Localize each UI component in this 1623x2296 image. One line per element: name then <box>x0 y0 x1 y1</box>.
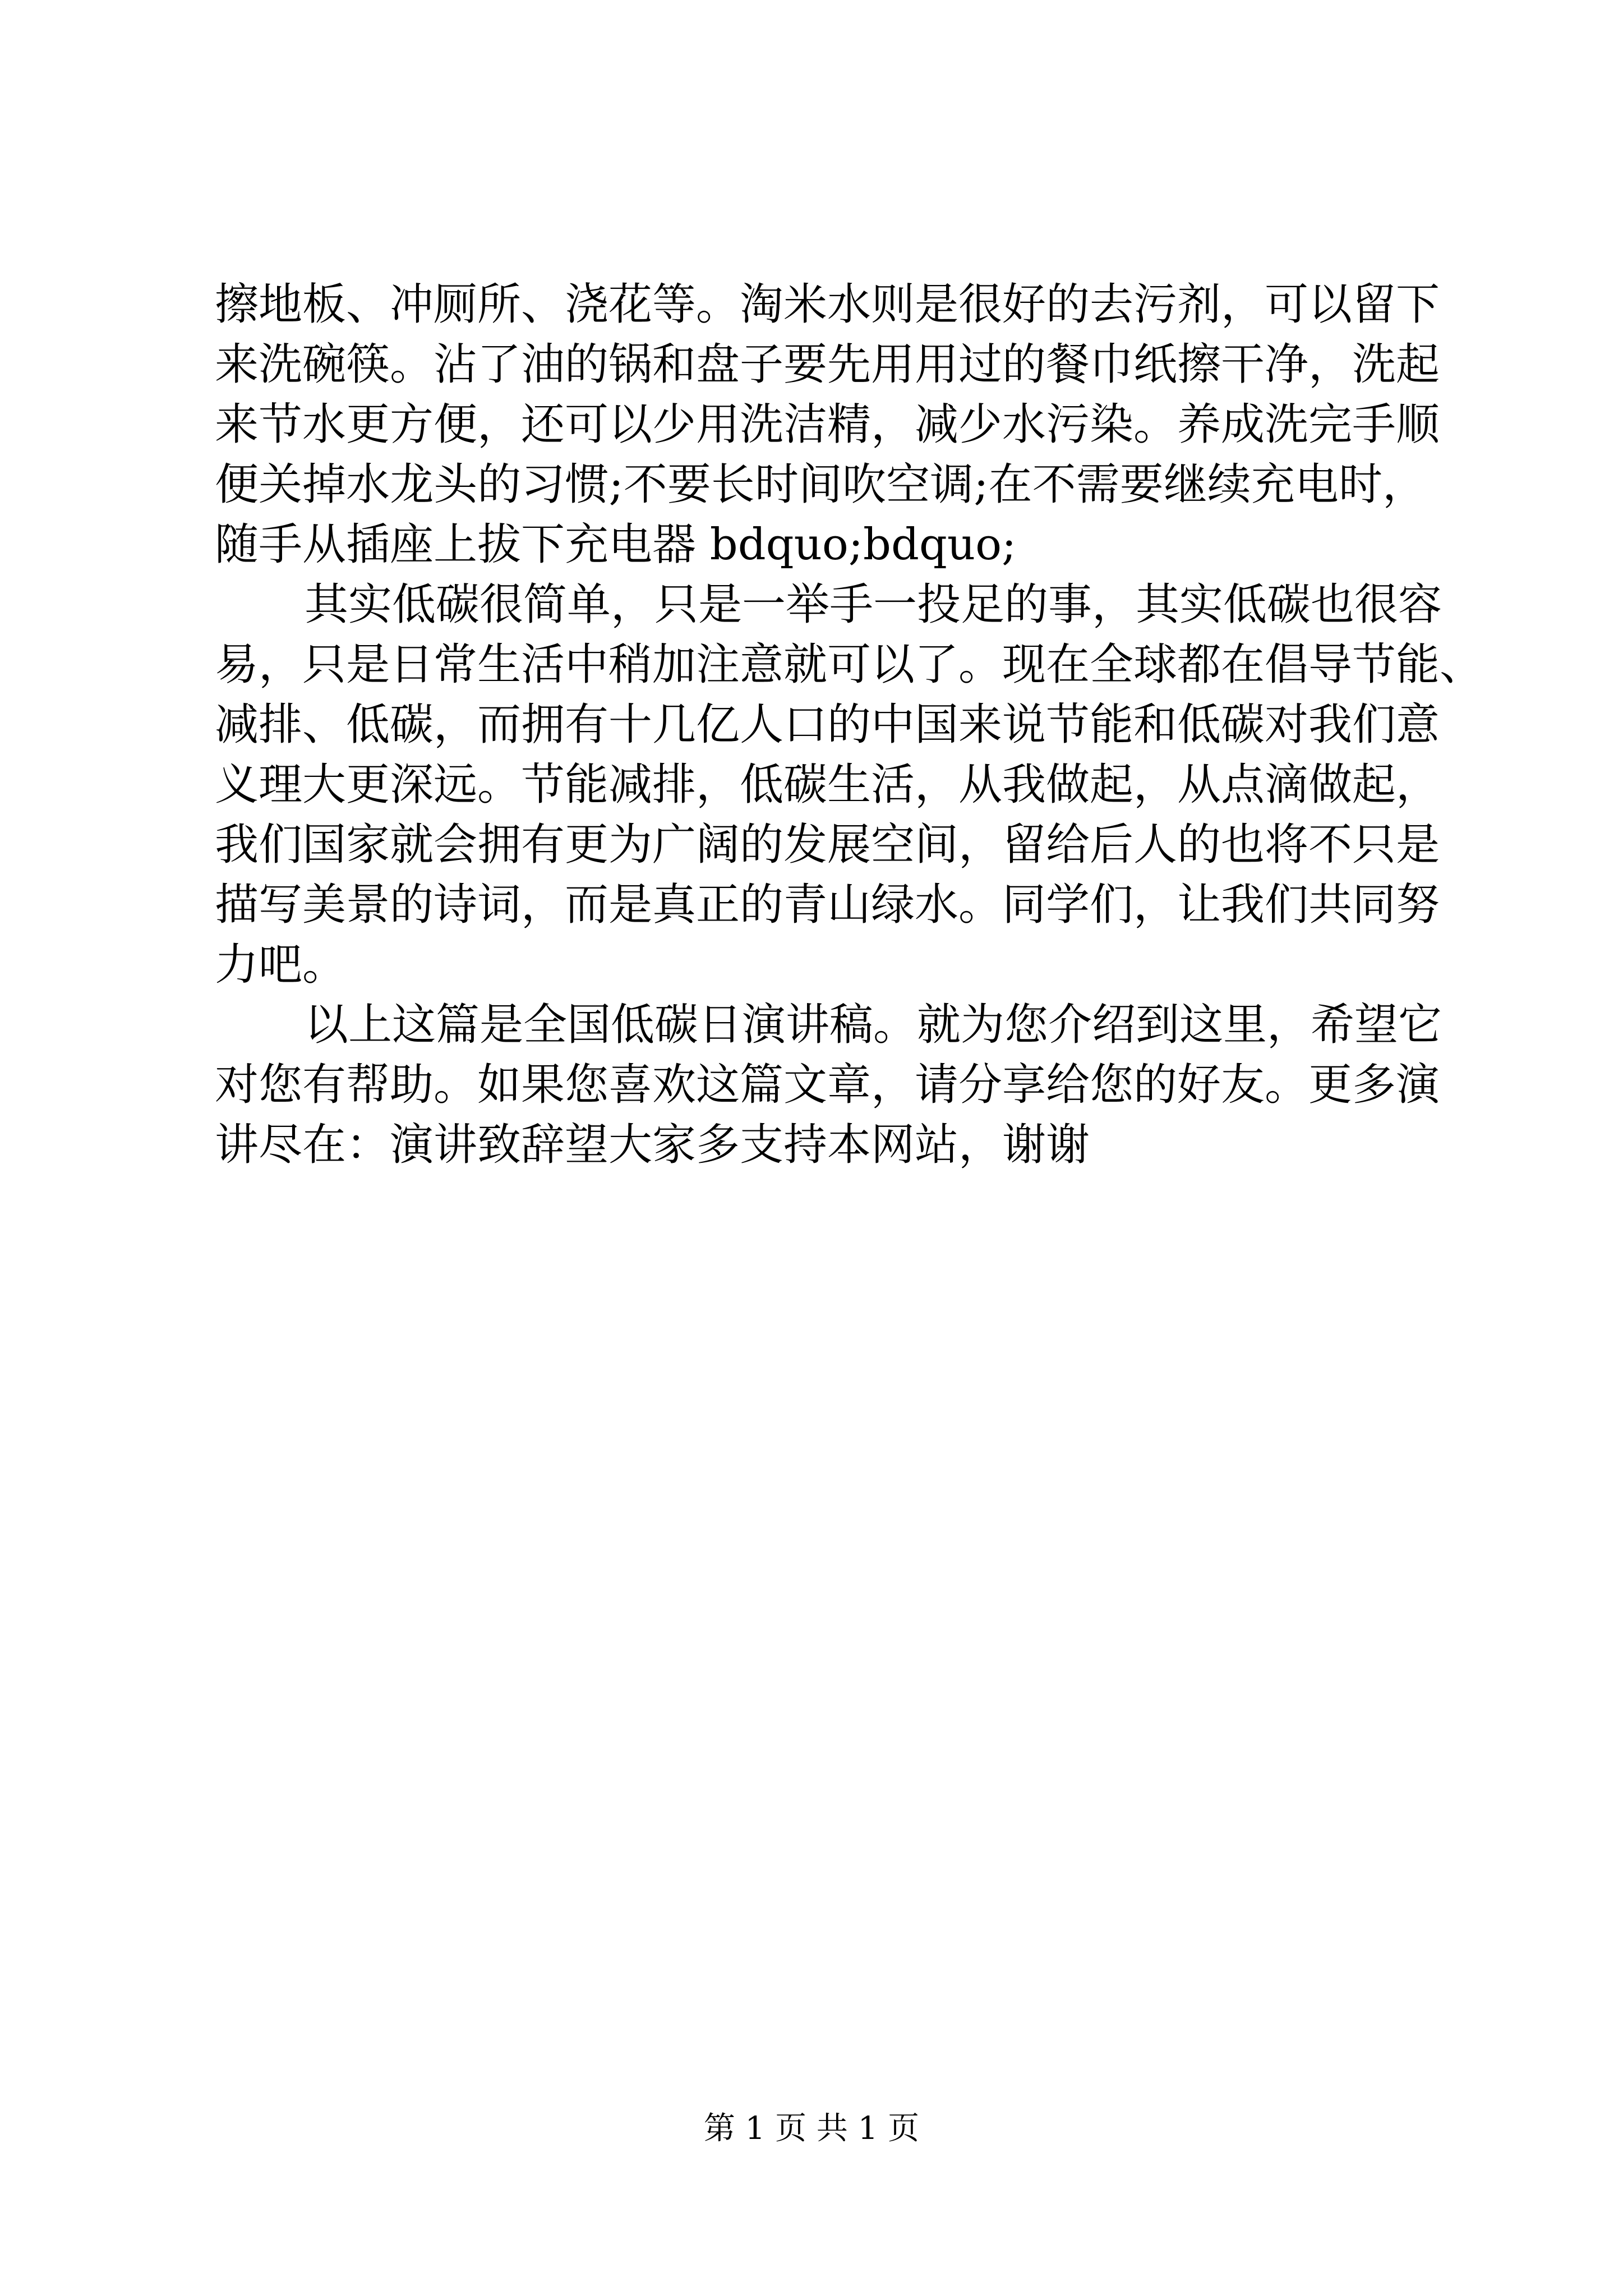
text-line: 我们国家就会拥有更为广阔的发展空间，留给后人的也将不只是 <box>215 820 1440 870</box>
text-line: 义理大更深远。节能减排，低碳生活，从我做起，从点滴做起， <box>215 760 1440 810</box>
text-line: 减排、低碳，而拥有十几亿人口的中国来说节能和低碳对我们意 <box>215 700 1440 750</box>
text-line: 随手从插座上拔下充电器 bdquo;bdquo; <box>215 519 1017 570</box>
text-line: 擦地板、冲厕所、浇花等。淘米水则是很好的去污剂，可以留下 <box>215 279 1440 330</box>
page-footer <box>0 2109 1623 2148</box>
paragraph-first-line: 以上这篇是全国低碳日演讲稿。就为您介绍到这里，希望它 <box>305 1000 1442 1050</box>
text-line: 力吧。 <box>215 940 347 990</box>
text-line: 易，只是日常生活中稍加注意就可以了。现在全球都在倡导节能、 <box>215 639 1484 690</box>
document-body <box>215 275 1484 1175</box>
text-line: 讲尽在：演讲致辞望大家多支持本网站，谢谢 <box>215 1120 1090 1170</box>
paragraph-first-line: 其实低碳很简单，只是一举手一投足的事，其实低碳也很容 <box>305 579 1442 630</box>
text-line: 便关掉水龙头的习惯;不要长时间吹空调;在不需要继续充电时， <box>215 459 1426 510</box>
text-line: 来节水更方便，还可以少用洗洁精，减少水污染。养成洗完手顺 <box>215 399 1440 450</box>
text-line: 描写美景的诗词，而是真正的青山绿水。同学们，让我们共同努 <box>215 880 1440 930</box>
page-number: 第 1 页 共 1 页 <box>703 2110 920 2147</box>
text-line: 对您有帮助。如果您喜欢这篇文章，请分享给您的好友。更多演 <box>215 1060 1440 1110</box>
text-line: 来洗碗筷。沾了油的锅和盘子要先用用过的餐巾纸擦干净，洗起 <box>215 339 1440 390</box>
